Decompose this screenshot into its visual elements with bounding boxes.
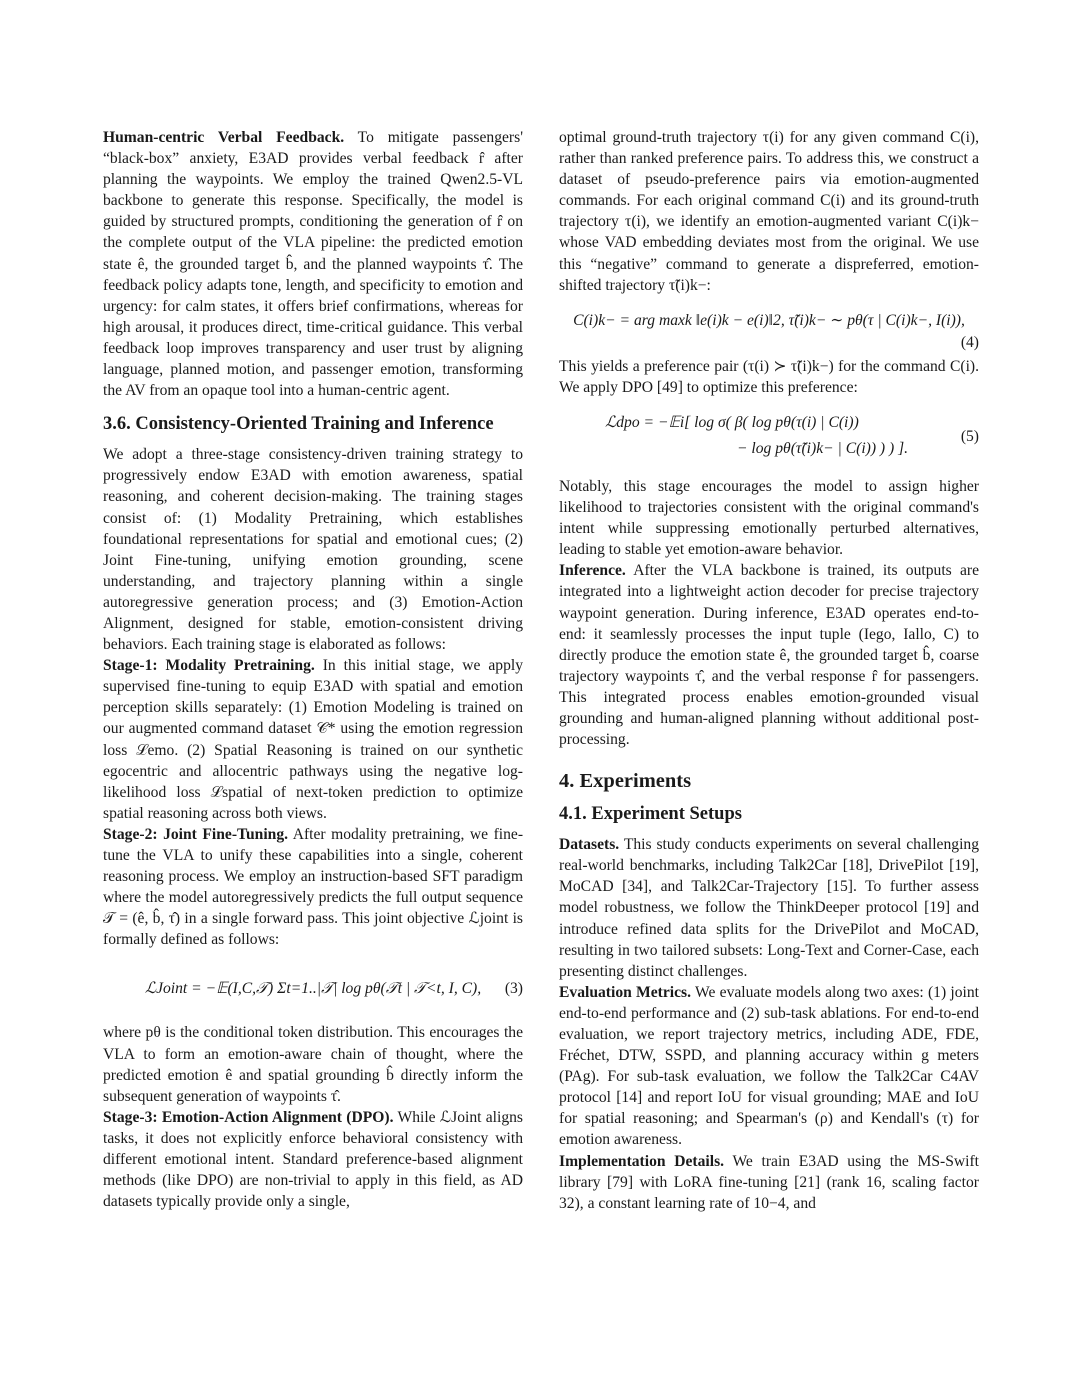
equation-5-line-2: − log pθ(τ̃(i)k− | C(i)) ) ) ]. — [737, 439, 909, 457]
equation-5-line-1: ℒdpo = −𝔼i[ log σ( β( log pθ(τ(i) | C(i)) — [605, 413, 859, 431]
left-column — [103, 127, 523, 1212]
equation-4 — [559, 310, 979, 354]
paragraph-token-distribution: where pθ is the conditional token distribution. This encourages the VLA to form an emotion-aware chain of thought, where the predicted emotion ê and spatial grounding b̂ directly inform the subsequent generation of waypoints τ̂. — [103, 1024, 523, 1105]
section-heading-3-6: 3.6. Consistency-Oriented Training and Inference — [103, 414, 494, 435]
run-in-heading: Stage-2: Joint Fine-Tuning. — [103, 825, 289, 843]
run-in-heading: Datasets. — [559, 836, 620, 854]
paragraph-implementation: Implementation Details. We train E3AD using the MS-Swift library [79] with LoRA fine-tuning [21] (rank 16, scaling factor 32), a constant learning rate of 10−4, and — [559, 1152, 979, 1212]
paragraph-training-strategy: We adopt a three-stage consistency-driven training strategy to progressively endow E3AD with emotion awareness, spatial reasoning, and coherent decision-making. The training stages consist of: (1) Modality Pretraining, which establishes foundational representations for spatial and emotional cues; (2) Joint Fine-tuning, unifying emotion grounding, scene understanding, and trajectory planning within a single autoregressive generation process; and (3) Emotion-Action Alignment, designed for stable, emotion-consistent driving behaviors. Each training stage is elaborated as follows: — [103, 446, 523, 654]
equation-5 — [559, 412, 979, 460]
section-heading-4: 4. Experiments — [559, 770, 692, 793]
run-in-heading: Human-centric Verbal Feedback. — [103, 129, 345, 146]
equation-number: (5) — [960, 427, 979, 445]
paragraph-verbal-feedback: Human-centric Verbal Feedback. To mitigate passengers' “black-box” anxiety, E3AD provides verbal feedback r̂ after planning the waypoints. We employ the trained Qwen2.5-VL backbone to generate this response. Specifically, the model is guided by structured prompts, conditioning the generation of r̂ on the complete output of the VLA pipeline: the predicted emotion state ê, the grounded target b̂, and the planned waypoints τ̂. The feedback policy adapts tone, length, and specificity to emotion and urgency: for calm states, it offers brief confirmations, whereas for high arousal, it produces direct, time-critical guidance. This verbal feedback loop improves transparency and user trust by aligning language, planned motion, and passenger emotion, transforming the AV from an opaque tool into a human-centric agent. — [103, 129, 524, 400]
equation-4-body: C(i)k− = arg maxk ‖e(i)k − e(i)‖2, τ̃(i)k− ∼ pθ(τ | C(i)k−, I(i)), — [573, 311, 965, 329]
equation-3-body: ℒJoint = −𝔼(I,C,𝒯) Σt=1..|𝒯| log pθ(𝒯t | 𝒯<t, I, C), — [144, 980, 482, 998]
paragraph-preference-pair: This yields a preference pair (τ(i) ≻ τ̃(i)k−) for the command C(i). We apply DPO [49] to optimize this preference: — [559, 357, 979, 396]
run-in-heading: Implementation Details. — [559, 1152, 725, 1170]
equation-number: (4) — [960, 333, 979, 351]
section-heading-4-1: 4.1. Experiment Setups — [559, 804, 742, 825]
paragraph-inference: Inference. After the VLA backbone is trained, its outputs are integrated into a lightweight action decoder for precise trajectory waypoint generation. During inference, E3AD operates end-to-end: it seamlessly processes the input tuple (Iego, Iallo, C) to directly produce the emotion state ê, the grounded target b̂, coarse trajectory waypoints τ̂, and the verbal response r̂ for passengers. This integrated process enables emotion-grounded visual grounding and human-aligned planning without additional post-processing. — [559, 562, 979, 749]
paragraph-notably: Notably, this stage encourages the model to assign higher likelihood to trajectories consistent with the original command's intent while suppressing emotionally perturbed alternatives, leading to stable yet emotion-aware behavior. — [559, 477, 979, 559]
paragraph-datasets: Datasets. This study conducts experiments on several challenging real-world benchmarks, including Talk2Car [18], DrivePilot [19], MoCAD [34], and Talk2Car-Trajectory [15]. To further assess model robustness, we follow the ThinkDeeper protocol [19] and introduce refined data splits for the DrivePilot and MoCAD, resulting in two tailored subsets: Long-Text and Corner-Case, each presenting distinct challenges. — [559, 836, 979, 980]
equation-3 — [103, 978, 523, 1000]
equation-number: (3) — [504, 980, 523, 998]
run-in-heading: Evaluation Metrics. — [559, 983, 692, 1001]
run-in-heading: Stage-3: Emotion-Action Alignment (DPO). — [103, 1108, 394, 1126]
paragraph-stage-1: Stage-1: Modality Pretraining. In this initial stage, we apply supervised fine-tuning to equip E3AD with spatial and emotion perception skills separately: (1) Emotion Modeling is trained on our augmented command dataset 𝒞* using the emotion regression loss ℒemo. (2) Spatial Reasoning is trained on our synthetic egocentric and allocentric pathways using the negative log-likelihood loss ℒspatial of next-token prediction to optimize spatial reasoning across both views. — [103, 657, 523, 822]
paragraph-evaluation-metrics: Evaluation Metrics. We evaluate models along two axes: (1) joint end-to-end performance and (2) sub-task ablations. For end-to-end evaluation, we report trajectory metrics, including ADE, FDE, Fréchet, DTW, SSPD, and planning accuracy within g meters (PAg). For sub-task evaluation, we follow the Talk2Car C4AV protocol [14] and report IoU for visual grounding; MAE and IoU for spatial reasoning; and Spearman's (ρ) and Kendall's (τ) for emotion awareness. — [559, 983, 979, 1149]
run-in-heading: Stage-1: Modality Pretraining. — [103, 657, 315, 675]
paragraph-stage-3: Stage-3: Emotion-Action Alignment (DPO). While ℒJoint aligns tasks, it does not explicitly enforce behavioral consistency with different emotional intent. Standard preference-based alignment methods (like DPO) are non-trivial to apply in this field, as AD datasets typically provide only a single, — [103, 1108, 523, 1211]
run-in-heading: Inference. — [559, 562, 626, 580]
paragraph-stage-2: Stage-2: Joint Fine-Tuning. After modality pretraining, we fine-tune the VLA to unify these capabilities into a single, coherent reasoning process. We employ an instruction-based SFT paradigm where the model autoregressively predicts the full output sequence 𝒯 = (ê, b̂, τ̂) in a single forward pass. This joint objective ℒjoint is formally defined as follows: — [103, 825, 524, 949]
paragraph-pseudo-preference: optimal ground-truth trajectory τ(i) for any given command C(i), rather than ranked preference pairs. To address this, we construct a dataset of pseudo-preference pairs via emotion-augmented commands. For each original command C(i) and its ground-truth trajectory τ(i), we identify an emotion-augmented variant C(i)k− whose VAD embedding deviates most from the original. We use this “negative” command to generate a dispreferred, emotion-shifted trajectory τ̃(i)k−: — [559, 129, 979, 294]
right-column — [559, 127, 979, 1214]
